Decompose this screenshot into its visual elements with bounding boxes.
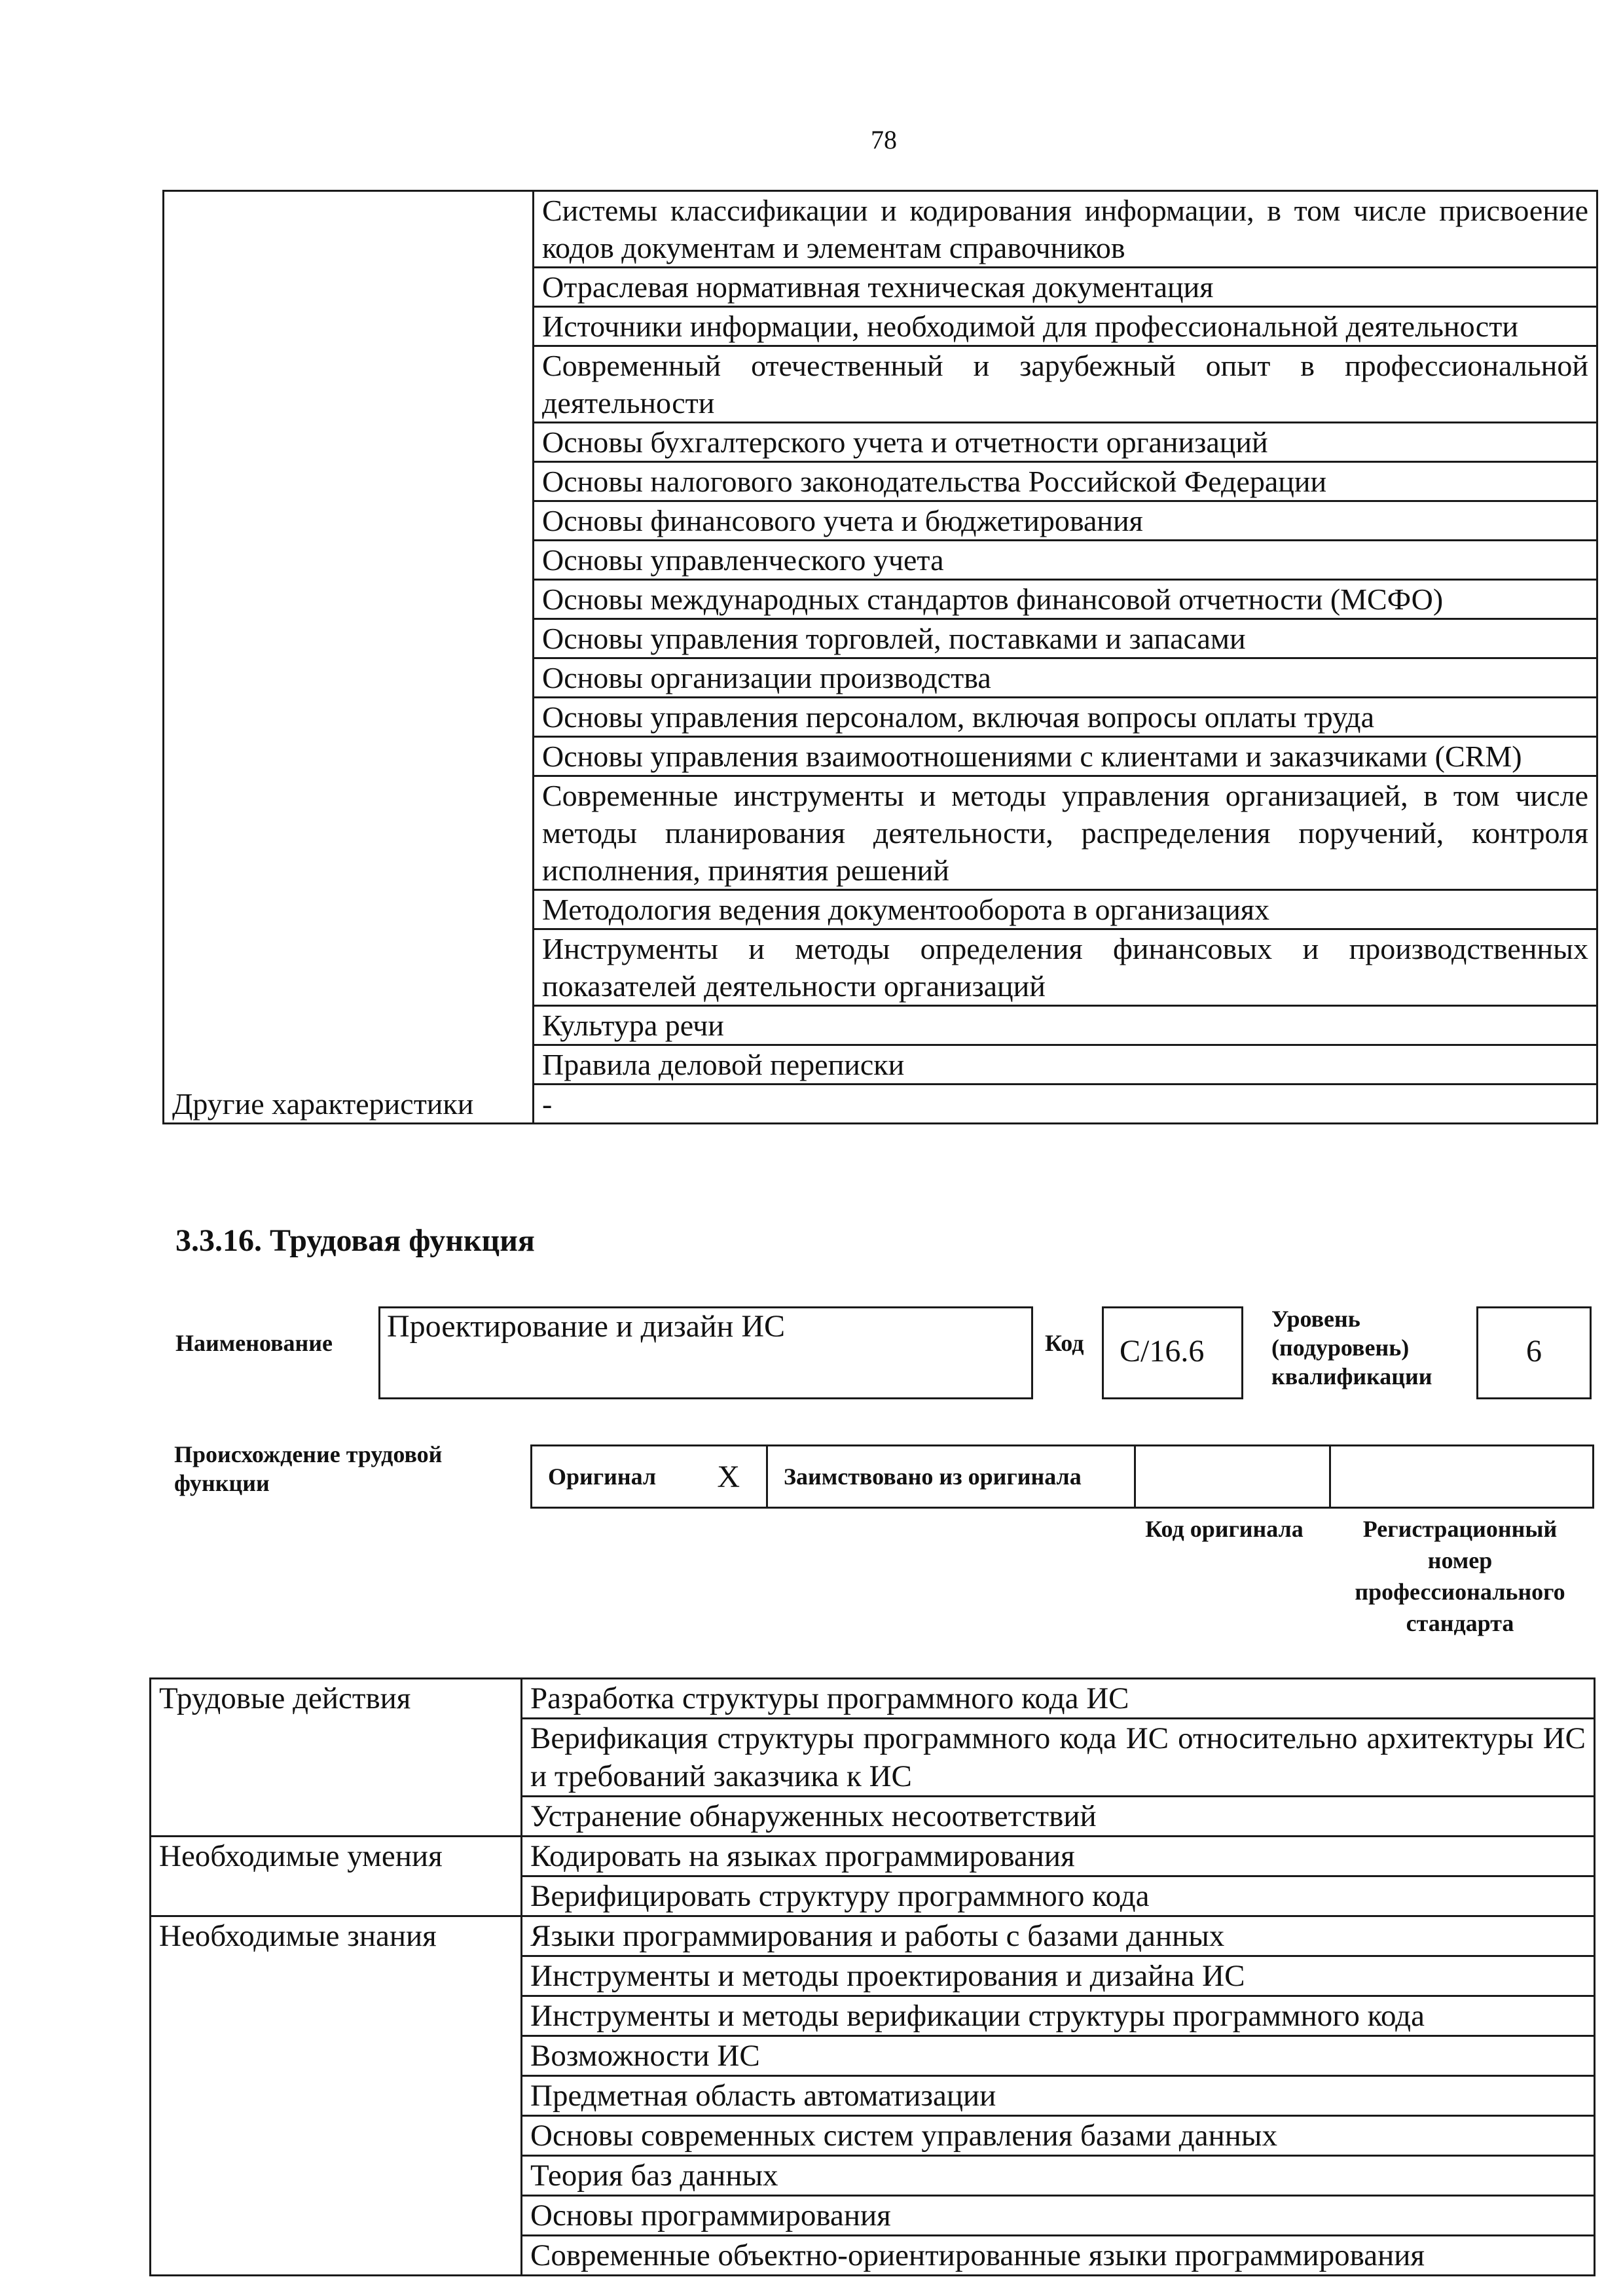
group-item: Предметная область автоматизации [522,2076,1595,2116]
original-mark: X [717,1459,740,1494]
table-row [164,1045,1597,1085]
level-box [1476,1306,1592,1399]
labor-function-table [149,1677,1596,2276]
table-row [164,580,1597,619]
knowledge-item: Источники информации, необходимой для профессиональной деятельности [534,307,1597,346]
row-label-cell [164,423,534,462]
knowledge-item: Основы бухгалтерского учета и отчетности организаций [534,423,1597,462]
table-row [151,1679,1595,1719]
table-row [164,890,1597,929]
row-label-cell [164,737,534,776]
group-label: Необходимые умения [151,1837,522,1916]
original-label: Оригинал [548,1463,657,1490]
knowledge-item: Основы организации производства [534,658,1597,698]
group-item: Верифицировать структуру программного кода [522,1876,1595,1916]
section-title: 3.3.16. Трудовая функция [175,1223,535,1258]
row-label-cell [164,1006,534,1045]
name-label: Наименование [175,1330,333,1356]
row-label-cell [164,658,534,698]
level-value: 6 [1526,1334,1542,1369]
row-label-cell [164,1045,534,1085]
knowledge-item: Основы управления торговлей, поставками и запасами [534,619,1597,658]
other-characteristics-label: Другие характеристики [164,1085,534,1124]
row-label-cell [164,541,534,580]
table-row [164,501,1597,541]
table-row [164,698,1597,737]
orig-code-cell [1136,1446,1331,1507]
table-row [164,619,1597,658]
row-label-cell [164,346,534,423]
table-row [164,346,1597,423]
row-label-cell [164,698,534,737]
knowledge-item: Системы классификации и кодирования информации, в том числе присвоение кодов документам и элементам справочников [534,191,1597,268]
code-value: C/16.6 [1120,1334,1205,1369]
table-row [151,1916,1595,1956]
reg-number-cell [1331,1446,1592,1507]
page-number: 78 [871,125,897,154]
row-label-cell [164,619,534,658]
borrowed-label: Заимствовано из оригинала [784,1463,1082,1490]
code-label: Код [1045,1330,1084,1356]
group-item: Верификация структуры программного кода ИС относительно архитектуры ИС и требований заказчика к ИС [522,1719,1595,1797]
knowledge-item: Современный отечественный и зарубежный опыт в профессиональной деятельности [534,346,1597,423]
knowledge-item: Правила деловой переписки [534,1045,1597,1085]
table-row [164,191,1597,268]
group-label: Необходимые знания [151,1916,522,2276]
table-row [164,462,1597,501]
row-label-cell [164,501,534,541]
row-label-cell [164,929,534,1006]
group-label: Трудовые действия [151,1679,522,1837]
group-item: Языки программирования и работы с базами данных [522,1916,1595,1956]
origin-row [530,1444,1594,1509]
other-characteristics-value: - [534,1085,1597,1124]
knowledge-item: Основы управления взаимоотношениями с клиентами и заказчиками (CRM) [534,737,1597,776]
group-item: Современные объектно-ориентированные языки программирования [522,2236,1595,2276]
row-label-cell [164,890,534,929]
level-label: Уровень (подуровень) квалификации [1271,1306,1432,1390]
knowledge-item: Основы управленческого учета [534,541,1597,580]
knowledge-item: Основы международных стандартов финансовой отчетности (МСФО) [534,580,1597,619]
group-item: Основы современных систем управления базами данных [522,2116,1595,2156]
group-item: Кодировать на языках программирования [522,1837,1595,1876]
table-row [164,541,1597,580]
table-row [151,1837,1595,1876]
table-row [164,423,1597,462]
knowledge-item: Основы финансового учета и бюджетирования [534,501,1597,541]
group-item: Устранение обнаруженных несоответствий [522,1797,1595,1837]
knowledge-item: Культура речи [534,1006,1597,1045]
table-row [164,776,1597,890]
knowledge-item: Основы налогового законодательства Российской Федерации [534,462,1597,501]
row-label-cell [164,268,534,307]
table-row [164,737,1597,776]
row-label-cell [164,580,534,619]
knowledge-table-continued [162,190,1598,1124]
reg-number-caption: Регистрационный номер профессионального стандарта [1355,1516,1565,1636]
name-box [378,1306,1033,1399]
table-row [164,268,1597,307]
table-row [164,1006,1597,1045]
code-box [1102,1306,1243,1399]
group-item: Возможности ИС [522,2036,1595,2076]
group-item: Разработка структуры программного кода ИС [522,1679,1595,1719]
origin-label: Происхождение трудовой функции [174,1441,443,1496]
row-label-cell [164,307,534,346]
borrowed-cell [768,1446,1136,1507]
group-item: Основы программирования [522,2196,1595,2236]
table-row [164,1085,1597,1124]
knowledge-item: Отраслевая нормативная техническая документация [534,268,1597,307]
table-row [164,929,1597,1006]
row-label-cell [164,776,534,890]
group-item: Инструменты и методы проектирования и дизайна ИС [522,1956,1595,1996]
table-row [164,658,1597,698]
table-row [164,307,1597,346]
group-item: Теория баз данных [522,2156,1595,2196]
original-cell [532,1446,768,1507]
knowledge-item: Основы управления персоналом, включая вопросы оплаты труда [534,698,1597,737]
row-label-cell [164,191,534,268]
knowledge-item: Современные инструменты и методы управления организацией, в том числе методы планирования деятельности, распределения поручений, контроля исполнения, принятия решений [534,776,1597,890]
row-label-cell [164,462,534,501]
orig-code-caption: Код оригинала [1145,1516,1304,1542]
name-value: Проектирование и дизайн ИС [387,1309,786,1344]
group-item: Инструменты и методы верификации структуры программного кода [522,1996,1595,2036]
knowledge-item: Методология ведения документооборота в организациях [534,890,1597,929]
knowledge-item: Инструменты и методы определения финансовых и производственных показателей деятельности организаций [534,929,1597,1006]
